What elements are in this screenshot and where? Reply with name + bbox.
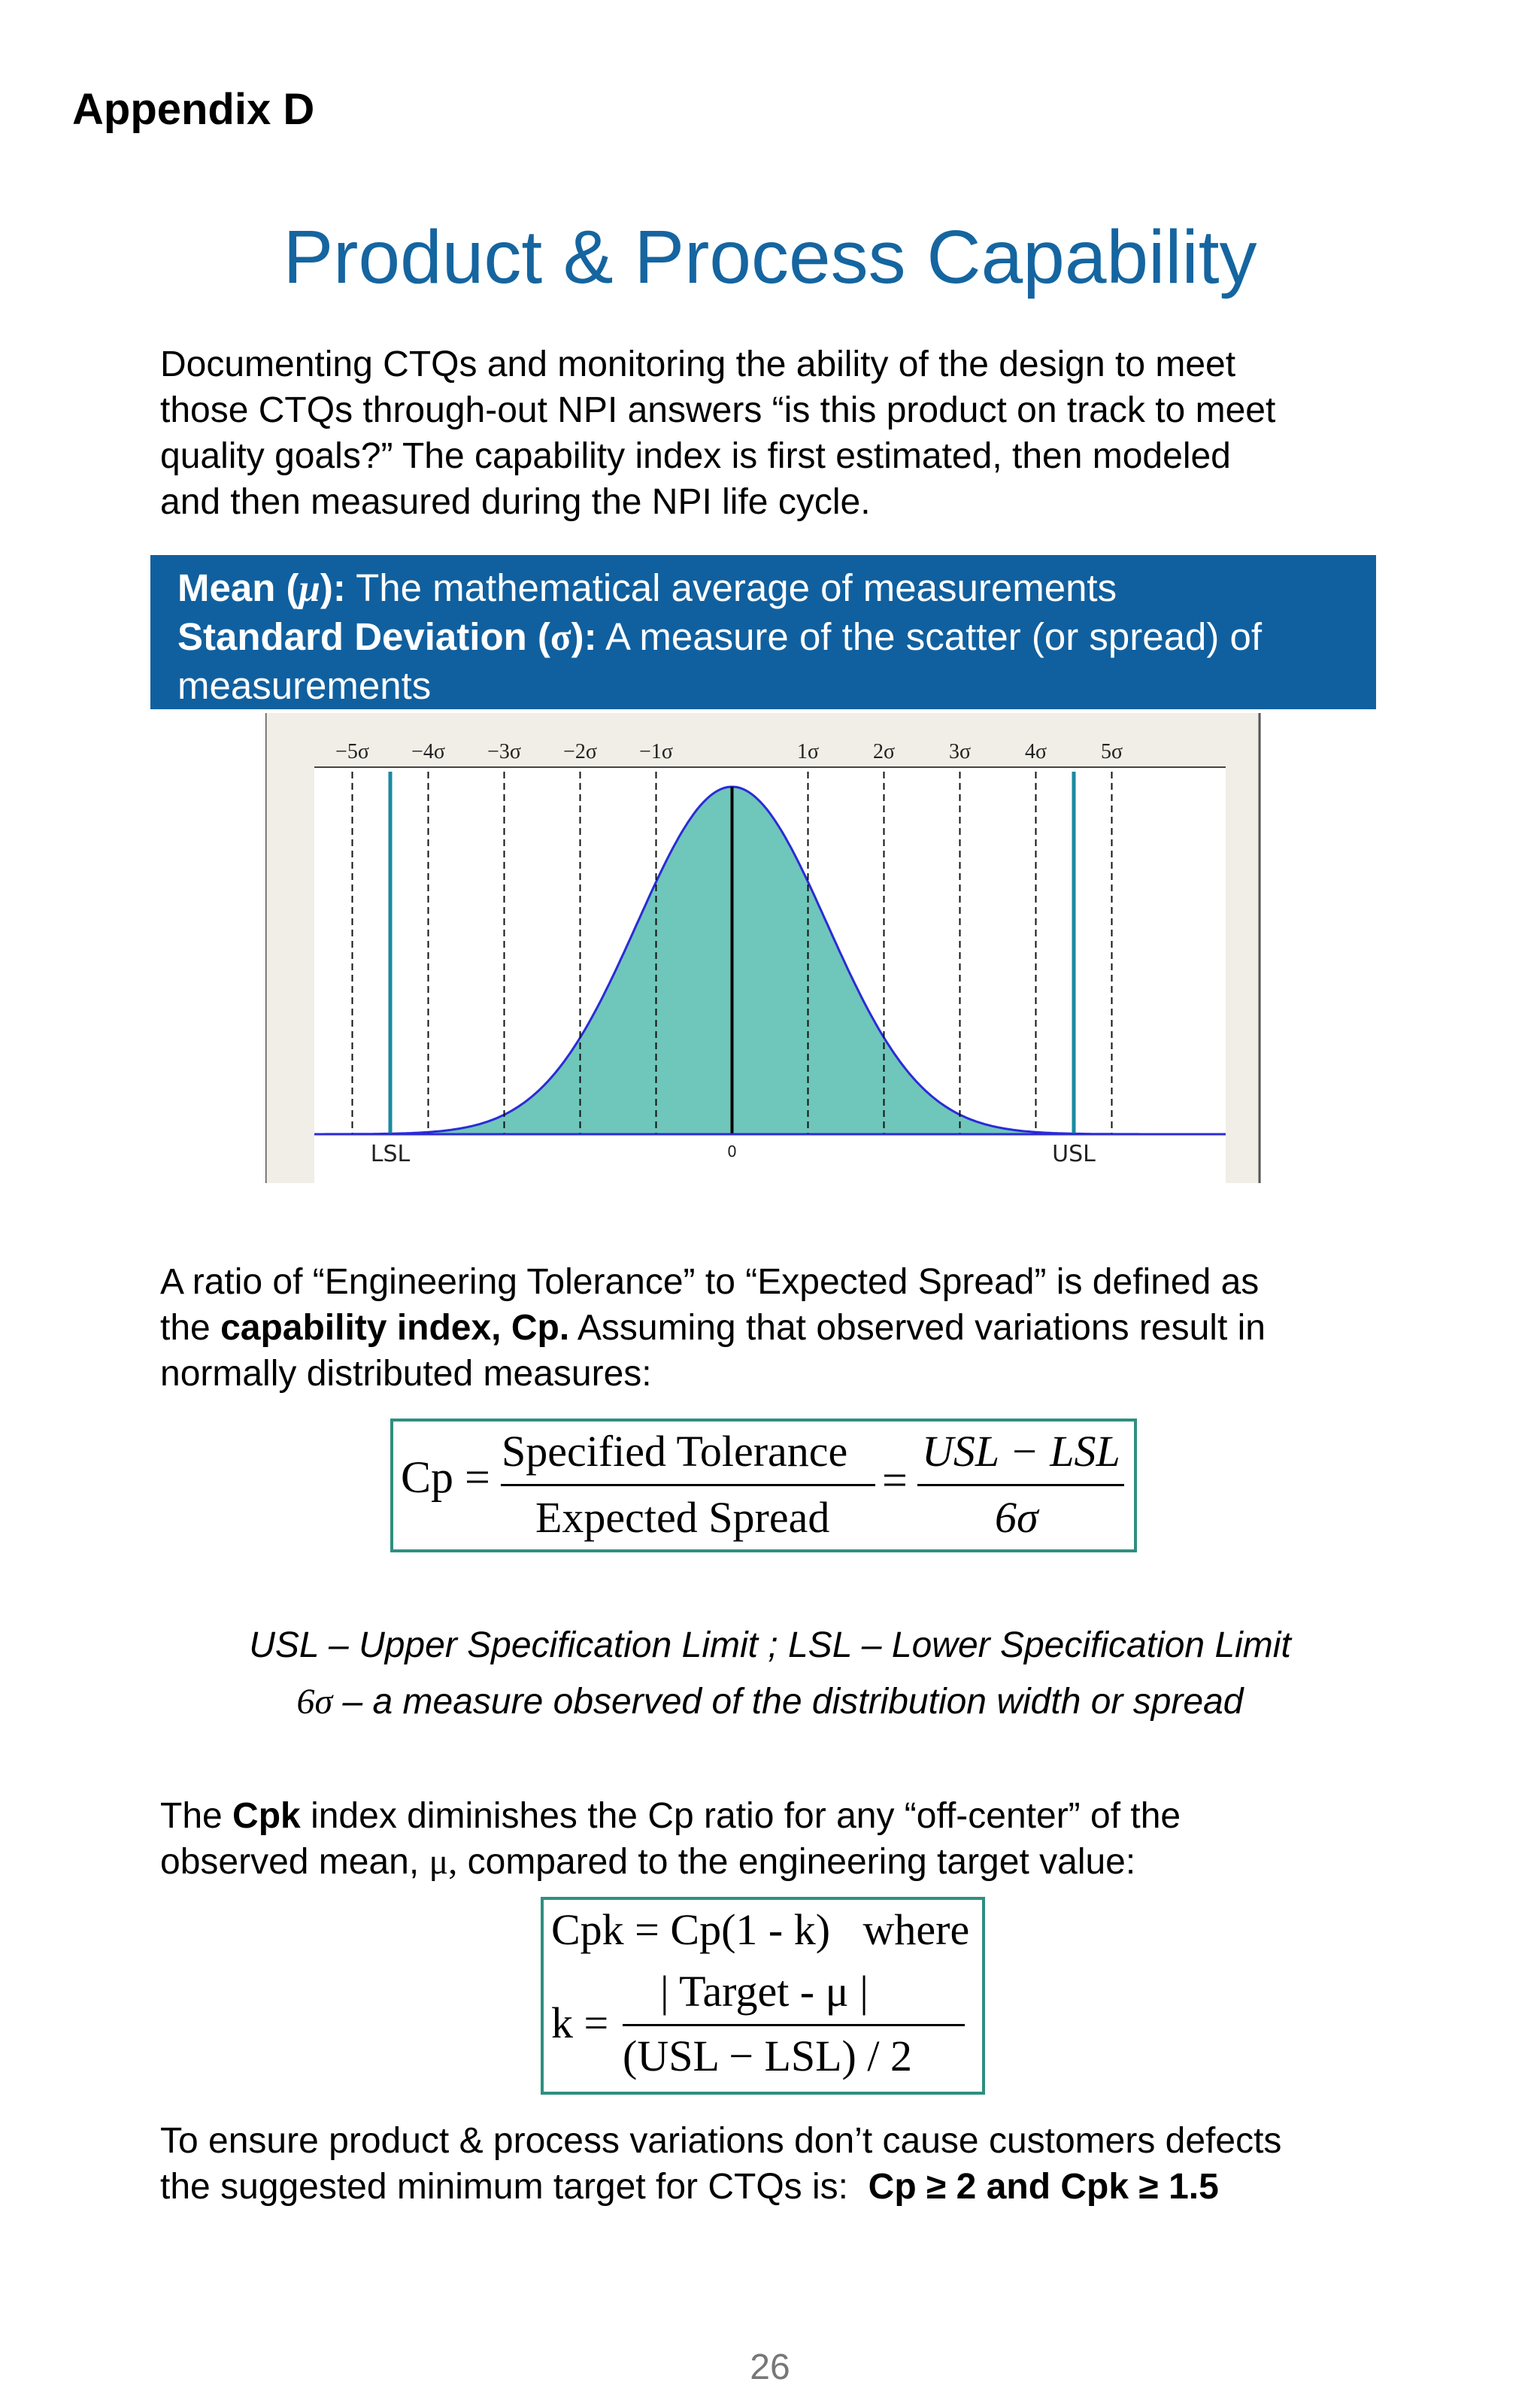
intro-line: Documenting CTQs and monitoring the ability of the design to meet xyxy=(160,344,1236,384)
intro-paragraph xyxy=(160,341,1393,525)
conclusion-paragraph xyxy=(160,2118,1393,2210)
sigma-tick-label: −3σ xyxy=(487,740,521,763)
cp-formula-den1: Expected Spread xyxy=(535,1493,830,1542)
sigma-tick-label: −1σ xyxy=(639,740,673,763)
spread-note: 6σ – a measure observed of the distribution width or spread xyxy=(296,1682,1244,1722)
sigma-tick-label: 5σ xyxy=(1100,740,1123,763)
cp-formula-fraction-bar xyxy=(501,1484,875,1486)
sd-term: Standard Deviation (σ): xyxy=(177,615,597,659)
definitions-box xyxy=(150,555,1376,709)
cpk-term: Cpk xyxy=(232,1796,301,1836)
normal-distribution-chart xyxy=(265,713,1261,1183)
cp-formula-lhs: Cp = xyxy=(401,1452,490,1502)
conclusion-line: To ensure product & process variations don’t cause customers defects xyxy=(160,2121,1282,2161)
sigma-tick-label: 4σ xyxy=(1024,740,1047,763)
sigma-tick-label: −4σ xyxy=(411,740,445,763)
capability-target: Cp ≥ 2 and Cpk ≥ 1.5 xyxy=(868,2167,1219,2207)
sd-definition xyxy=(177,613,1349,662)
appendix-label: Appendix D xyxy=(72,85,315,134)
sigma-tick-label: 1σ xyxy=(796,740,820,763)
cpk-formula-den: (USL − LSL) / 2 xyxy=(623,2031,912,2080)
cp-formula-num2: USL − LSL xyxy=(922,1427,1120,1476)
cp-line: normally distributed measures: xyxy=(160,1354,652,1394)
cp-term: capability index, Cp. xyxy=(220,1308,570,1348)
cp-paragraph xyxy=(160,1259,1393,1397)
lsl-label: LSL xyxy=(370,1141,411,1167)
cpk-formula-fraction-bar xyxy=(623,2024,965,2026)
cpk-formula-lhs: k = xyxy=(551,1998,609,2047)
usl-label: USL xyxy=(1052,1141,1096,1167)
sd-definition-cont: measurements xyxy=(177,664,432,707)
sigma-tick-label: −2σ xyxy=(563,740,597,763)
mean-definition xyxy=(177,564,1349,613)
sigma-tick-label: 2σ xyxy=(872,740,896,763)
cp-line: A ratio of “Engineering Tolerance” to “Expected Spread” is defined as xyxy=(160,1262,1260,1302)
cpk-formula-line1: Cpk = Cp(1 - k) where xyxy=(551,1905,970,1954)
cpk-line: observed mean, μ, compared to the engineering target value: xyxy=(160,1842,1136,1882)
cp-formula-num1: Specified Tolerance xyxy=(502,1427,848,1476)
mean-text: The mathematical average of measurements xyxy=(345,566,1117,609)
cpk-formula-num: | Target - μ | xyxy=(660,1967,869,2016)
page-number: 26 xyxy=(750,2347,790,2387)
cp-formula-den2: 6σ xyxy=(995,1493,1038,1542)
cp-line: the capability index, Cp. Assuming that observed variations result in xyxy=(160,1308,1266,1348)
sigma-tick-label: 3σ xyxy=(948,740,972,763)
mean-label: 0 xyxy=(727,1142,737,1161)
usl-lsl-note: USL – Upper Specification Limit ; LSL – Lower Specification Limit xyxy=(249,1625,1291,1665)
intro-line: quality goals?” The capability index is first estimated, then modeled xyxy=(160,436,1231,476)
cp-formula-eq: = xyxy=(882,1455,908,1505)
conclusion-line: the suggested minimum target for CTQs is: Cp ≥ 2 and Cpk ≥ 1.5 xyxy=(160,2167,1219,2207)
sd-text: A measure of the scatter (or spread) of xyxy=(596,615,1263,658)
cp-formula-fraction-bar xyxy=(917,1484,1124,1486)
page-title: Product & Process Capability xyxy=(283,215,1257,299)
intro-line: those CTQs through-out NPI answers “is this product on track to meet xyxy=(160,390,1276,430)
cpk-paragraph xyxy=(160,1793,1393,1885)
intro-line: and then measured during the NPI life cycle. xyxy=(160,482,871,522)
cp-formula-box xyxy=(390,1419,1137,1552)
cpk-line: The Cpk index diminishes the Cp ratio for any “off-center” of the xyxy=(160,1796,1181,1836)
sigma-tick-label: −5σ xyxy=(335,740,369,763)
cpk-formula-box xyxy=(541,1897,985,2095)
mean-term: Mean (μ): xyxy=(177,566,346,610)
